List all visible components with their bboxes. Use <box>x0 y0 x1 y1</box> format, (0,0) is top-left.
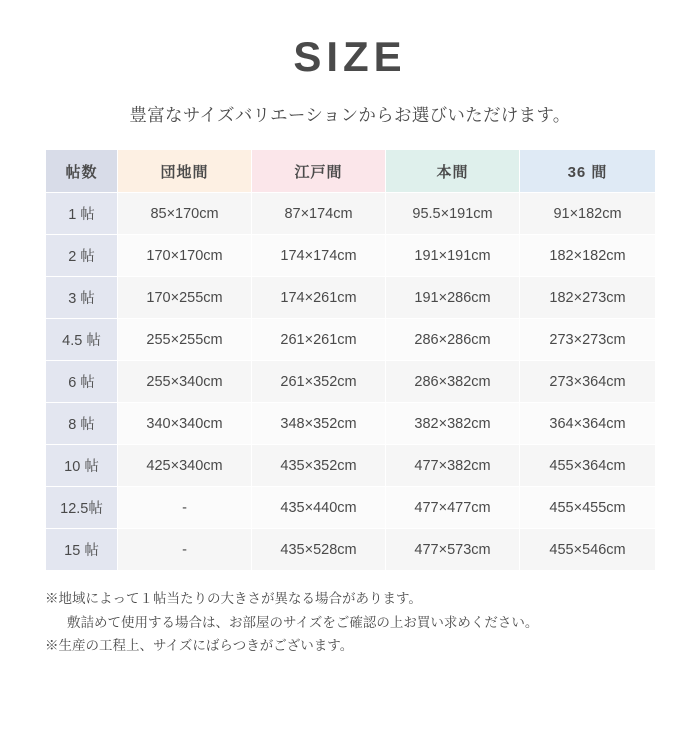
table-cell: 170×255cm <box>118 277 252 319</box>
row-label: 4.5 帖 <box>46 319 118 361</box>
table-cell: 174×174cm <box>252 235 386 277</box>
table-row <box>46 319 656 361</box>
note-line: ※地域によって１帖当たりの大きさが異なる場合があります。 <box>45 591 422 607</box>
table-row <box>46 445 656 487</box>
table-row <box>46 361 656 403</box>
table-cell: 182×182cm <box>520 235 656 277</box>
note-line: 敷詰めて使用する場合は、お部屋のサイズをご確認の上お買い求めください。 <box>67 614 539 630</box>
table-cell: 182×273cm <box>520 277 656 319</box>
table-cell: 477×477cm <box>386 487 520 529</box>
notes-section <box>45 587 655 658</box>
table-cell: 273×364cm <box>520 361 656 403</box>
row-label: 3 帖 <box>46 277 118 319</box>
table-cell: - <box>118 529 252 571</box>
row-label: 1 帖 <box>46 193 118 235</box>
column-header-36ma: 36 間 <box>520 150 656 193</box>
table-cell: 255×255cm <box>118 319 252 361</box>
table-row <box>46 487 656 529</box>
table-cell: 255×340cm <box>118 361 252 403</box>
table-cell: 170×170cm <box>118 235 252 277</box>
column-header-honma: 本間 <box>386 150 520 193</box>
table-header <box>46 150 656 193</box>
row-label: 8 帖 <box>46 403 118 445</box>
table-cell: 455×546cm <box>520 529 656 571</box>
table-cell: 261×261cm <box>252 319 386 361</box>
row-label: 15 帖 <box>46 529 118 571</box>
column-header-edoma: 江戸間 <box>252 150 386 193</box>
table-cell: 191×286cm <box>386 277 520 319</box>
table-row <box>46 403 656 445</box>
table-cell: 87×174cm <box>252 193 386 235</box>
table-row <box>46 529 656 571</box>
table-row <box>46 235 656 277</box>
table-cell: 348×352cm <box>252 403 386 445</box>
table-cell: 477×573cm <box>386 529 520 571</box>
table-cell: 455×455cm <box>520 487 656 529</box>
size-table-container <box>45 149 655 571</box>
table-cell: 286×286cm <box>386 319 520 361</box>
page-subtitle: 豊富なサイズバリエーションからお選びいただけます。 <box>129 105 571 126</box>
table-cell: 382×382cm <box>386 403 520 445</box>
table-cell: 477×382cm <box>386 445 520 487</box>
column-header-danchima: 団地間 <box>118 150 252 193</box>
row-label: 12.5帖 <box>46 487 118 529</box>
table-cell: 85×170cm <box>118 193 252 235</box>
row-label: 2 帖 <box>46 235 118 277</box>
table-header-row <box>46 150 656 193</box>
table-row <box>46 193 656 235</box>
table-cell: - <box>118 487 252 529</box>
table-cell: 364×364cm <box>520 403 656 445</box>
table-cell: 261×352cm <box>252 361 386 403</box>
table-cell: 435×528cm <box>252 529 386 571</box>
table-row <box>46 277 656 319</box>
table-cell: 435×440cm <box>252 487 386 529</box>
size-table <box>45 149 656 571</box>
row-label: 6 帖 <box>46 361 118 403</box>
page-title: SIZE <box>293 33 407 80</box>
table-cell: 273×273cm <box>520 319 656 361</box>
table-cell: 191×191cm <box>386 235 520 277</box>
size-chart-page <box>0 34 700 734</box>
table-cell: 95.5×191cm <box>386 193 520 235</box>
note-line: ※生産の工程上、サイズにばらつきがございます。 <box>45 638 354 654</box>
row-label: 10 帖 <box>46 445 118 487</box>
table-cell: 91×182cm <box>520 193 656 235</box>
table-cell: 435×352cm <box>252 445 386 487</box>
table-cell: 340×340cm <box>118 403 252 445</box>
column-header-jousuu: 帖数 <box>46 150 118 193</box>
table-body <box>46 193 656 571</box>
table-cell: 455×364cm <box>520 445 656 487</box>
table-cell: 174×261cm <box>252 277 386 319</box>
table-cell: 286×382cm <box>386 361 520 403</box>
table-cell: 425×340cm <box>118 445 252 487</box>
